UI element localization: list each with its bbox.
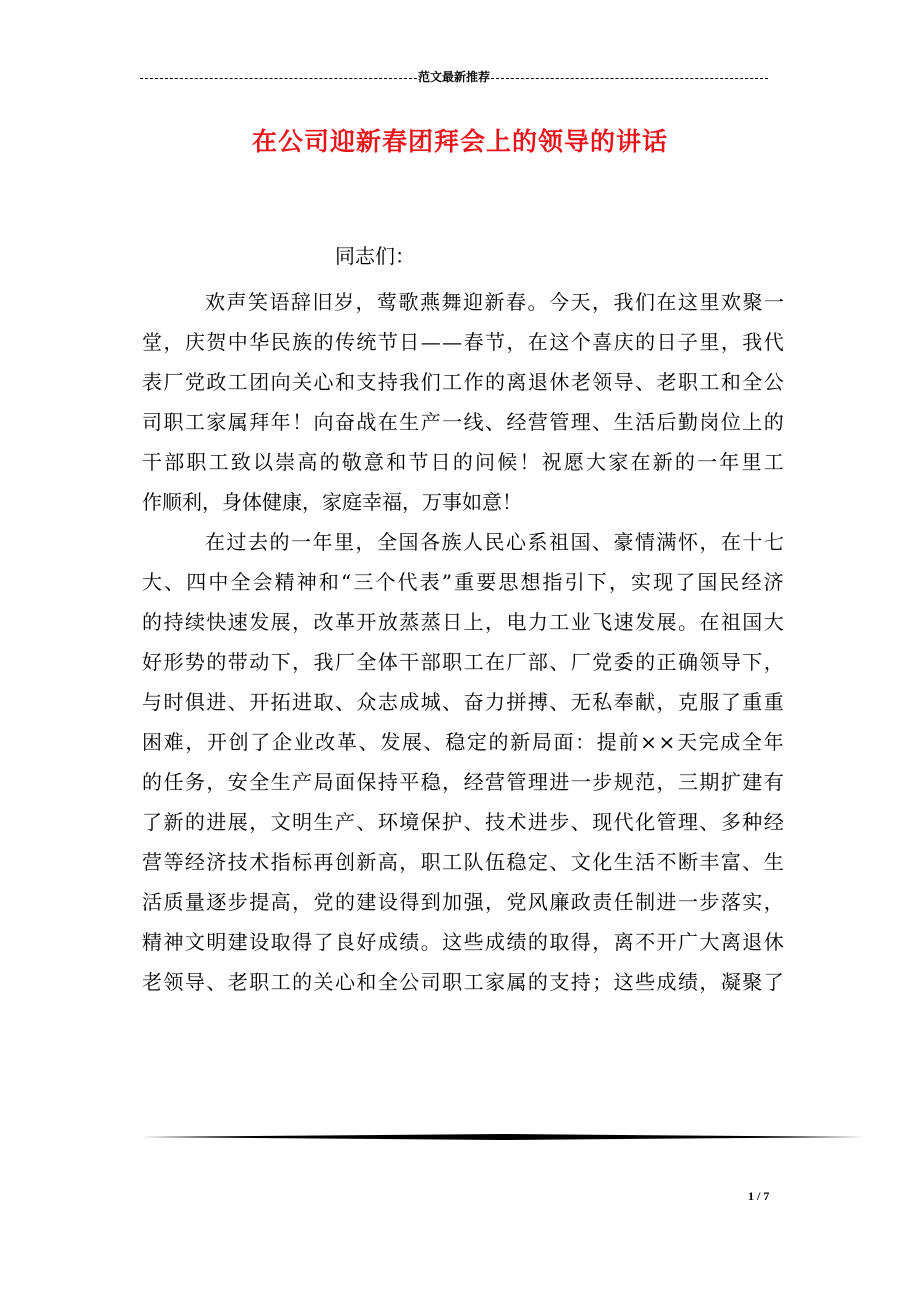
paragraph-line: 困 难 ， 开 创 了 企 业 改 革 、 发 展 、 稳 定 的 新 局 面 ： 提 前 × × 天 完 成 全 年 bbox=[142, 729, 784, 754]
header-label: 范文最新推荐 bbox=[418, 70, 491, 84]
paragraph-line: 司 职 工 家 属 拜 年 ！ 向 奋 战 在 生 产 一 线 、 经 营 管 理 、 生 活 后 勤 岗 位 上 的 bbox=[142, 409, 784, 434]
paragraph-line: 与 时 俱 进 、 开 拓 进 取 、 众 志 成 城 、 奋 力 拼 搏 、 无 私 奉 献 ， 克 服 了 重 重 bbox=[142, 689, 784, 714]
paragraph-line: 欢 声 笑 语 辞 旧 岁 ， 莺 歌 燕 舞 迎 新 春 。 今 天 ， 我 们 在 这 里 欢 聚 一 bbox=[205, 289, 784, 314]
footer-rule bbox=[141, 1134, 864, 1140]
paragraph-line: 的 任 务 ， 安 全 生 产 局 面 保 持 平 稳 ， 经 营 管 理 进 一 步 规 范 ， 三 期 扩 建 有 bbox=[142, 769, 784, 794]
header-dash-right bbox=[491, 78, 768, 79]
paragraph-line: 好 形 势 的 带 动 下 ， 我 厂 全 体 干 部 职 工 在 厂 部 、 厂 党 委 的 正 确 领 导 下 ， bbox=[142, 649, 784, 674]
document-title: 在公司迎新春团拜会上的领导的讲话 bbox=[251, 127, 668, 156]
paragraph-line: 干 部 职 工 致 以 崇 高 的 敬 意 和 节 日 的 问 候 ！ 祝 愿 大 家 在 新 的 一 年 里 工 bbox=[142, 449, 784, 474]
paragraph-line: 在 过 去 的 一 年 里 ， 全 国 各 族 人 民 心 系 祖 国 、 豪 情 满 怀 ， 在 十 七 bbox=[205, 529, 784, 554]
salutation: 同志们： bbox=[335, 244, 415, 268]
paragraph-line: 活 质 量 逐 步 提 高 ， 党 的 建 设 得 到 加 强 ， 党 风 廉 政 责 任 制 进 一 步 落 实 ， bbox=[142, 889, 784, 914]
paragraph-line: 营 等 经 济 技 术 指 标 再 创 新 高 ， 职 工 队 伍 稳 定 、 文 化 生 活 不 断 丰 富 、 生 bbox=[142, 849, 784, 874]
body-text bbox=[142, 282, 784, 1002]
paragraph-line: 精 神 文 明 建 设 取 得 了 良 好 成 绩 。 这 些 成 绩 的 取 得 ， 离 不 开 广 大 离 退 休 bbox=[142, 929, 784, 954]
running-header bbox=[140, 66, 768, 88]
paragraph-line: 堂 ， 庆 贺 中 华 民 族 的 传 统 节 日 — — 春 节 ， 在 这 个 喜 庆 的 日 子 里 ， 我 代 bbox=[142, 329, 784, 354]
paragraph-line: 老 领 导 、 老 职 工 的 关 心 和 全 公 司 职 工 家 属 的 支 持 ； 这 些 成 绩 ， 凝 聚 了 bbox=[142, 969, 784, 994]
page-number: 1 / 7 bbox=[748, 1189, 770, 1203]
paragraph-line: 表 厂 党 政 工 团 向 关 心 和 支 持 我 们 工 作 的 离 退 休 老 领 导 、 老 职 工 和 全 公 bbox=[142, 369, 784, 394]
paragraph-line: 的 持 续 快 速 发 展 ， 改 革 开 放 蒸 蒸 日 上 ， 电 力 工 业 飞 速 发 展 。 在 祖 国 大 bbox=[142, 609, 784, 634]
paragraph-line: 了 新 的 进 展 ， 文 明 生 产 、 环 境 保 护 、 技 术 进 步 、 现 代 化 管 理 、 多 种 经 bbox=[142, 809, 784, 834]
header-dash-left bbox=[140, 78, 417, 79]
paragraph-line: 大 、 四 中 全 会 精 神 和 “ 三 个 代 表 ” 重 要 思 想 指 引 下 ， 实 现 了 国 民 经 济 bbox=[142, 569, 784, 594]
paragraph-line: 作顺利，身体健康，家庭幸福，万事如意！ bbox=[142, 489, 522, 514]
